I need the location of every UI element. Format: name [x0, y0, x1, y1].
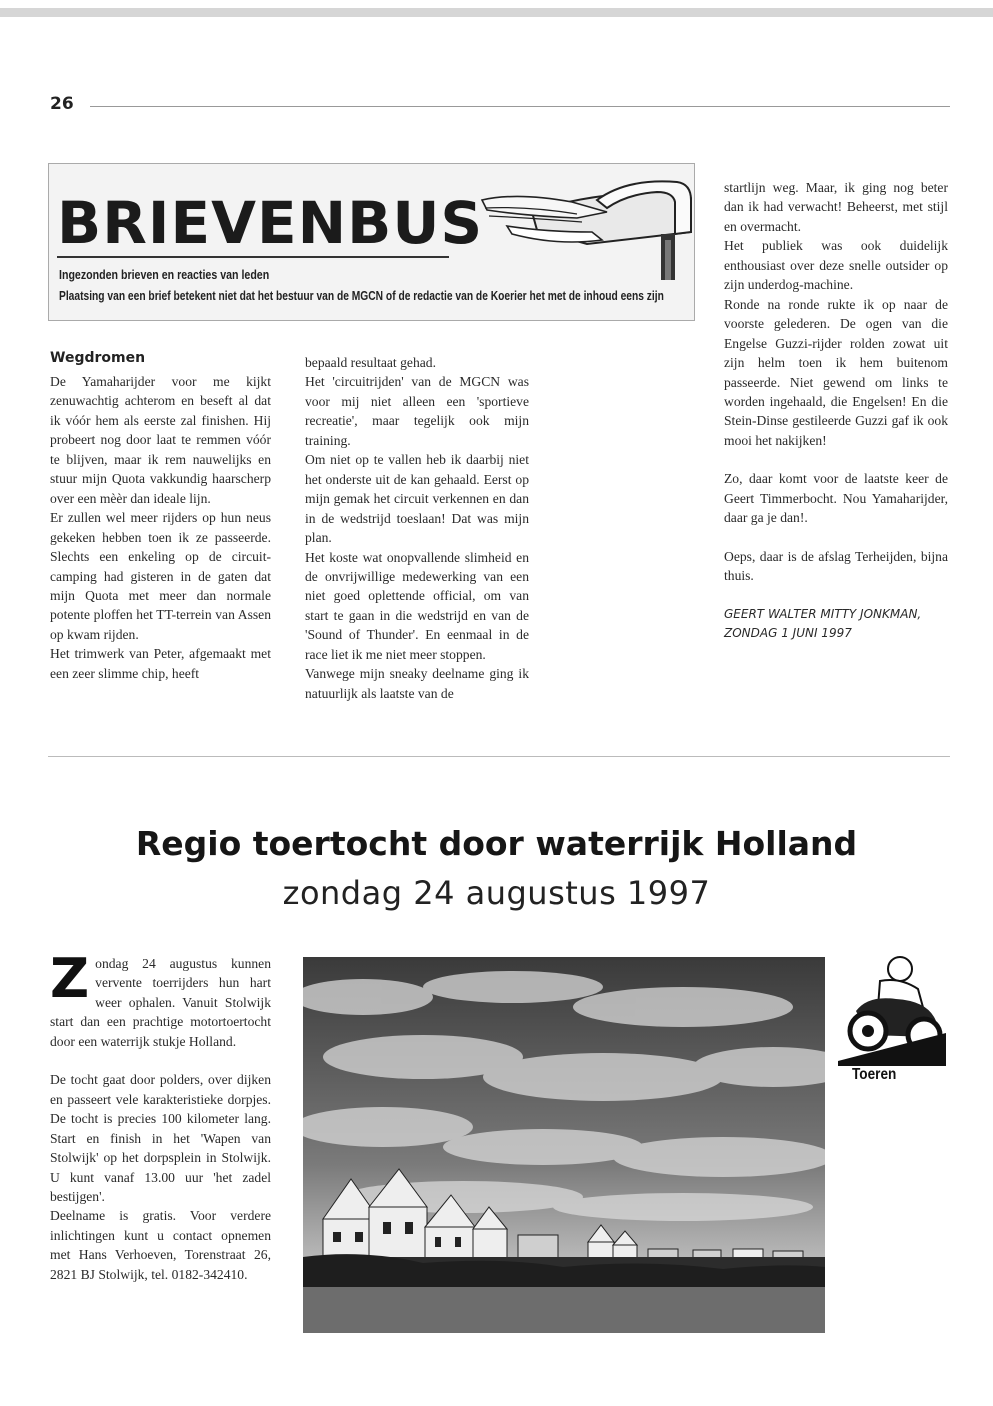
event-paragraph: Deelname is gratis. Voor verdere inlichtingen kunt u contact opnemen met Hans Verhoeven, Torenstraat 26, 2821 BJ Stolwijk, tel. 0182-342410. — [50, 1208, 271, 1282]
header-rule — [90, 106, 950, 107]
letter-column-2 — [305, 353, 529, 703]
letter-paragraph: Vanwege mijn sneaky deelname ging ik natuurlijk als laatste van de — [305, 666, 529, 701]
page-number: 26 — [50, 94, 74, 114]
letter-paragraph: Oeps, daar is de afslag Terheijden, bijna thuis. — [724, 548, 948, 584]
letter-paragraph: bepaald resultaat gehad. — [305, 355, 436, 370]
event-paragraph: De tocht gaat door polders, over dijken en passeert vele karakteristieke dorpjes. De tocht is precies 100 kilometer lang. Start en finish in het 'Wapen van Stolwijk' op het dorpsplein in Stolwijk. U kunt vanaf 13.00 uur 'het zadel bestijgen'. — [50, 1072, 271, 1204]
brievenbus-banner — [48, 163, 695, 321]
letter-signature: GEERT WALTER MITTY JONKMAN, ZONDAG 1 JUNI 1997 — [724, 606, 922, 640]
banner-underline — [57, 256, 449, 258]
event-intro-text: ondag 24 augustus kunnen vervente toerrijders hun hart weer ophalen. Vanuit Stolwijk start dan een prachtige motortoertocht door een waterrijk stukje Holland. — [50, 956, 271, 1049]
drop-cap: Z — [50, 947, 90, 1010]
motorcycle-icon — [838, 951, 946, 1066]
letter-paragraph: Het 'circuitrijden' van de MGCN was voor mij niet alleen een 'sportieve recreatie', maar tegelijk ook mijn training. — [305, 374, 529, 448]
event-date: zondag 24 augustus 1997 — [282, 874, 711, 912]
letter-paragraph: startlijn weg. Maar, ik ging nog beter dan ik had verwacht! Beheerst, met stijl en overmacht. — [724, 180, 948, 234]
letter-heading: Wegdromen — [50, 350, 146, 366]
letter-paragraph: Er zullen wel meer rijders op hun neus gekeken hebben toen ik ze passeerde. Slechts een enkeling op de circuit-camping had gisteren in de gaten dat mijn Quota met meer dan normale potente ploffen het TT-terrein van Assen op kwam rijden. — [50, 510, 271, 642]
event-paragraph — [50, 947, 271, 1051]
letter-paragraph: Om niet op te vallen heb ik daarbij niet het onderste uit de kan gehaald. Eerst op mijn gemak het circuit verkennen en dan in de wedstrijd toeslaan! Dat was mijn plan. — [305, 452, 529, 546]
letter-column-1 — [50, 372, 271, 683]
event-title: Regio toertocht door waterrijk Holland — [135, 824, 858, 863]
letter-paragraph: Het koste wat onopvallende slimheid en de onvrijwillige medewerking van een niet goed oplettende official, om van start te gaan in die wedstrijd en van de 'Sound of Thunder'. En eenmaal in de race liet ik me niet meer stoppen. — [305, 549, 529, 662]
event-article — [50, 947, 271, 1284]
toeren-label: Toeren — [852, 1066, 897, 1083]
letter-paragraph: Het publiek was ook duidelijk enthousiast over deze snelle outsider op zijn underdog-machine. — [724, 238, 948, 293]
banner-title: BRIEVENBUS — [57, 189, 484, 257]
mailbox-icon — [477, 172, 692, 280]
top-bar — [0, 8, 993, 17]
letter-paragraph: Het trimwerk van Peter, afgemaakt met een zeer slimme chip, heeft — [50, 646, 271, 681]
letter-paragraph: Zo, daar komt voor de laatste keer de Geert Timmerbocht. Nou Yamaharijder, daar ga je dan!. — [724, 471, 948, 526]
letter-column-3 — [724, 178, 948, 643]
section-divider — [48, 756, 950, 757]
letter-paragraph: Ronde na ronde rukte ik op naar de voorste gelederen. De ogen van die Engelse Guzzi-rijder rolden zowat uit zijn helm toen ik hem buitenom passeerde. Niet gewend om links te worden ingehaald, die Engelsen! En die Stein-Dinse gestileerde Guzzi gaf ik ook mooi het nakijken! — [724, 296, 948, 448]
letter-paragraph: De Yamaharijder voor me kijkt zenuwachtig achterom en beseft al dat ik vóór hem als eerste zal finishen. Hij probeert nog door laat te remmen vóór te blijven, maar ik rem nauwelijks en stuur mijn Quota vakkundig haarscherp over een mèèr dan ideale lijn. — [50, 374, 271, 506]
village-photo — [303, 957, 825, 1333]
banner-subtitle: Ingezonden brieven en reacties van leden — [59, 268, 270, 282]
banner-disclaimer: Plaatsing van een brief betekent niet dat het bestuur van de MGCN of de redactie van de Koerier het met de inhoud eens zijn — [59, 289, 664, 303]
